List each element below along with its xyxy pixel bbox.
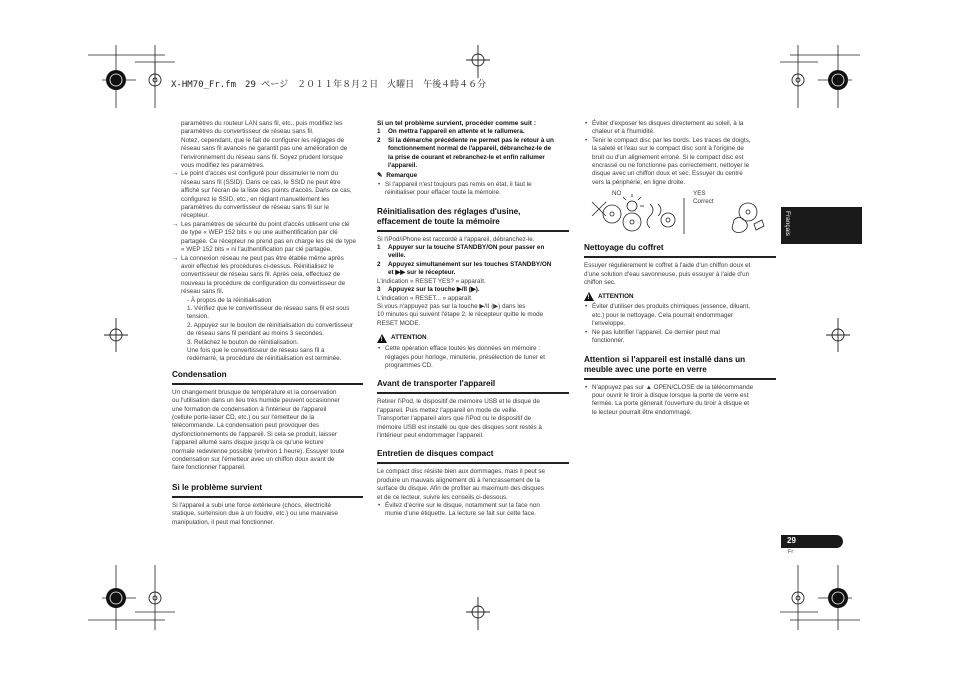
section-title-reset: Réinitialisation des réglages d'usine, effacement de toute la mémoire (377, 207, 569, 232)
note-heading: ✎ Remarque (377, 172, 418, 180)
arrow-icon: → (172, 170, 179, 178)
figure-label-correct: Correct (693, 198, 714, 206)
transport-text: Retirer l'iPod, le dispositif de mémoire USB et le disque de l'appareil. Puis mettez l'appareil en mode de veille. Transporter l'appareil alors que l'iPod ou le dispositif de mémoire USB est installé ou que des disques sont restés à l'intérieur peut endommager l'appareil. (377, 398, 542, 439)
reset-step: 2 Appuyez simultanément sur les touches STANDBY/ON et ▶▶ sur le récepteur. (377, 260, 552, 277)
disc-handling-figure (584, 190, 776, 238)
procedure-step: 2 Si la démarche précédente ne permet pas le retour à un fonctionnement normal de l'appareil, débranchez-le de la prise de courant et rebranchez-le et enfin rallumer l'appareil. (377, 136, 554, 170)
arrow-icon: → (172, 254, 179, 262)
column-3 (584, 120, 776, 417)
arrow-item: → Les paramètres de sécurité du point d'accès utilisent une clé de type « WEP 152 bits » ou une authentification par clé partagée. Ce récepteur ne prend pas en charge les clé de type « WEP 152 bits » ni l'authentification par clé partagée. (172, 220, 357, 254)
page-number-bar (781, 535, 843, 548)
attention-bullet: • Cette opération efface toutes les données en mémoire : réglages pour horloge, minuterie, présélection de tuner et programmes CD. (378, 345, 545, 369)
section-title-cabinet-cleaning: Nettoyage du coffret (584, 243, 776, 258)
section-title-glass-door: Attention si l'appareil est installé dans un meuble avec une porte en verre (584, 355, 776, 380)
disc-bullet: • Éviter d'exposer les disques directement au soleil, à la chaleur et à l'humidité. (585, 120, 744, 136)
note-bullet: • Si l'appareil n'est toujours pas remis en état, il faut le réinitialiser pour effacer toute la mémoire. (378, 180, 532, 197)
reset-procedure: - À propos de la réinitialisation 1. Vérifiez que le convertisseur de réseau sans fil est sous tension. 2. Appuyez sur le bouton de réinitialisation du convertisseur de réseau sans fil pendant au moins 3 secondes. 3. Relâchez le bouton de réinitialisation. Une fois que le convertisseur de réseau sans fil a redémarré, la procédure de réinitialisation est terminée. (187, 296, 353, 363)
warning-icon (377, 334, 387, 343)
reset-step: 1 Appuyer sur la touche STANDBY/ON pour passer en veille. (377, 244, 545, 260)
reset-step: 3 Appuyez sur la touche ▶/II (▶). (377, 286, 480, 294)
attention-bullet: • Ne pas lubrifier l'appareil. Ce dernier peut mal fonctionner. (585, 328, 720, 345)
file-header: X-HM70_Fr.fm 29 ページ ２０１１年８月２日 火曜日 午後４時４６分 (171, 80, 487, 90)
column-1 (172, 120, 363, 527)
arrow-item: → Le point d'accès est configuré pour dissimuler le nom du réseau sans fil (SSID). Dans ce cas, le SSID ne peut être affiché sur l'écran de la liste des points d'accès. Dans ce cas, configurez le SSID, etc., en réglant manuellement les paramètres du convertisseur de réseau sans fil sur le récepteur. (172, 170, 352, 220)
glass-door-bullet: • N'appuyez pas sur ▲ OPEN/CLOSE de la télécommande pour ouvrir le tiroir à disque lorsque la porte de verre est fermée. La porte gênerait l'ouverture du tiroir à disque et le lecteur pourrait être endommagé. (585, 383, 754, 416)
note-icon: ✎ (377, 172, 383, 180)
figure-label-yes: YES (693, 190, 706, 198)
cabinet-cleaning-text: Essuyer régulièrement le coffret à l'aide d'un chiffon doux et d'une solution d'eau savonneuse, puis essuyer à l'aide d'un chiffon sec. (584, 262, 751, 287)
reset-after-text: Si vous n'appuyez pas sur la touche ▶/II (▶) dans les 10 minutes qui suivent l'étape 2, le récepteur quitte le mode RESET MODE. (377, 302, 544, 327)
reset-message: L'indication « RESET... » apparaît. (377, 294, 473, 302)
procedure-step: 1 On mettra l'appareil en attente et le rallumera. (377, 128, 525, 136)
disc-care-bullet: • Évitez d'écrire sur le disque, notamment sur la face non munie d'une étiquette. La lecture se fait sur cette face. (378, 502, 540, 518)
disc-illustrations (584, 194, 776, 238)
procedure-title: Si un tel problème survient, procéder comme suit : (377, 120, 537, 127)
problem-text: Si l'appareil a subi une force extérieure (chocs, électricité statique, surtension due à un foudre, etc.) ou une mauvaise manipulation, il peut mal fonctionner. (172, 501, 338, 526)
section-title-condensation: Condensation (172, 370, 363, 385)
attention-heading: ! ATTENTION (377, 334, 569, 343)
page-number: 29 (787, 536, 796, 545)
attention-bullet: • Éviter d'utiliser des produits chimiques (essence, diluant, etc.) pour le nettoyage. Cela pourrait endommager l'enveloppe. (585, 303, 751, 328)
arrow-icon: → (172, 220, 179, 228)
disc-bullet: • Tenir le compact disc par les bords. Les traces de doigts, la saleté et l'eau sur le compact disc sont à l'origine de bruit ou d'un alignement erroné. Si le compact disc est encrassé ou ne fonctionne pas correctement, nettoyer le disque avec un chiffon doux et sec. Essuyer du centre vers la périphérie, en ligne droite. (585, 136, 751, 186)
figure-label-no: NO (612, 190, 622, 198)
column-2 (377, 120, 569, 519)
condensation-text: Un changement brusque de température et la conservation ou l'utilisation dans un lieu très humide peuvent occasionner une formation de condensation à l'intérieur de l'appareil (cellule porte-laser CD, etc.) ou sur l'émetteur de la télécommande. La condensation peut provoquer des dysfonctionnements de l'appareil. Si cela se produit, laisser l'appareil allumé sans disque jusqu'à ce qu'une lecture normale redevienne possible (environ 1 heure). Essuyer toute condensation sur l'émetteur avec un chiffon doux avant de faire fonctionner l'appareil. (172, 388, 345, 472)
arrow-item: → La connexion réseau ne peut pas être établie même après avoir effectué les procédures ci-dessus. Réinitialisez le convertisseur de réseau sans fil. Après cela, effectuez de nouveau la procédure de configuration du convertisseur de réseau sans fil. (172, 254, 346, 296)
section-title-disc-care: Entretien de disques compact (377, 449, 569, 464)
page-lang: Fr (788, 549, 794, 555)
reset-message: L'indication « RESET YES? » apparaît. (377, 277, 486, 285)
intro-text: paramètres du routeur LAN sans fil, etc., puis modifiez les paramètres du convertisseur de réseau sans fil. Notez, cependant, que le fait de configurer les réglages de réseau sans fil avancés ne garantit pas une amélioration de l'environnement du réseau sans fil. Soyez prudent lorsque vous modifiez les paramètres. (181, 120, 348, 170)
reset-intro: Si l'iPod/iPhone est raccordé à l'appareil, débranchez-le. (377, 235, 535, 243)
attention-heading: ! ATTENTION (584, 292, 776, 301)
language-tab: Français (781, 207, 862, 244)
warning-icon (584, 292, 594, 301)
section-title-problem: Si le problème survient (172, 483, 363, 498)
disc-care-text: Le compact disc résiste bien aux dommages, mais il peut se produire un mauvais alignement dû à l'encrassement de la surface du disque. Afin de profiter au maximum des disques et de ce lecteur, suivre les conseils ci-dessous. (377, 468, 545, 501)
section-title-transport: Avant de transporter l'appareil (377, 379, 569, 394)
